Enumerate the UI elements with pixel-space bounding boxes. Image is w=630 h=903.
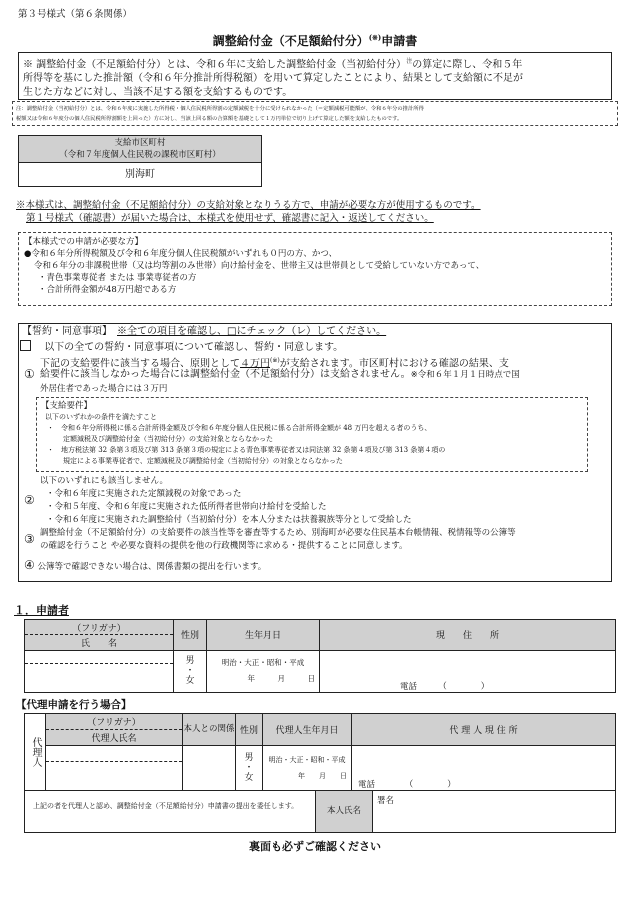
applicant-furigana-label: （フリガナ）: [25, 620, 174, 635]
requirements-line-1: 以下のいずれかの条件を満たすこと: [45, 413, 157, 421]
municipality-header-1: 支給市区町村: [114, 138, 166, 148]
usage-note-2: 第１号様式（確認書）が届いた場合は、本様式を使用せず、確認書に記入・返送してください。: [26, 213, 434, 224]
requirements-line-3: 定額減税及び調整給付金（当初給付分）の支給対象とならなかった: [63, 435, 273, 443]
required-box: [18, 232, 612, 306]
title-mark: (※): [368, 33, 382, 42]
item-number-3: ③: [24, 532, 35, 546]
proxy-gender-field[interactable]: 男 ・ 女: [236, 745, 263, 790]
proxy-relation-label: 本人との関係: [183, 714, 236, 746]
municipality-box: [18, 135, 262, 187]
applicant-address-field[interactable]: [320, 650, 616, 692]
applicant-section-title: １．申請者: [14, 604, 69, 617]
intro-line-3: 生じた方などに対し、当該不足する額を支給するものです。: [23, 87, 293, 99]
principal-name-label: 本人氏名: [315, 791, 373, 832]
applicant-birth-label: 生年月日: [207, 620, 320, 651]
applicant-name-field[interactable]: [25, 664, 174, 693]
required-line-3: ・青色事業専従者 または 事業専従者の方: [38, 273, 197, 283]
intro-box: [18, 52, 612, 100]
applicant-name-label: 氏 名: [25, 635, 174, 650]
pledge-item2-line1: 以下のいずれにも該当しません。: [40, 476, 169, 486]
applicant-eras: 明治・大正・昭和・平成: [221, 658, 305, 668]
pledge-item1-line3: 外居住者であった場合には３万円: [40, 384, 168, 394]
proxy-table: [24, 713, 616, 791]
pledge-item3-line1: 調整給付金（不足額給付分）の支給要件の該当性等を審査等するため、別海町が必要な住民基本台帳情報、税情報等の公簿等: [40, 528, 516, 538]
requirements-heading: 【支給要件】: [41, 401, 93, 411]
principal-name-field[interactable]: [375, 793, 615, 832]
form-number: 第３号様式（第６条関係）: [18, 9, 133, 20]
signature-label: 署名: [377, 796, 395, 806]
applicant-birth-field[interactable]: [207, 650, 320, 692]
item-number-1: ①: [24, 367, 35, 381]
proxy-ymd: 年 月 日: [298, 771, 347, 780]
pledge-item3-line2: の確認を行うこと や必要な資料の提供を他の行政機関等に求める・提供することに同意します。: [40, 541, 408, 551]
note-line-2: 税額又は令和６年度分の個人住民税所得割額を上回った）方に対し、当該上回る額の合算額を基礎として１万円単位で切り上げて算定した額を支給したものです。: [16, 116, 403, 122]
amount: ４万円: [240, 358, 270, 370]
proxy-phone: 電話 （ ）: [358, 780, 456, 790]
proxy-section-title: 【代理申請を行う場合】: [16, 699, 132, 711]
proxy-name-label: 代理人氏名: [46, 729, 183, 745]
requirements-line-2: ・ 令和６年分所得税に係る合計所得金額及び令和６年度分個人住民税に係る合計所得金額が 48 万円を超える者のうち、: [47, 424, 432, 432]
applicant-furigana-field[interactable]: [25, 650, 174, 663]
applicant-gender-label: 性別: [174, 620, 207, 651]
required-line-2: 令和６年分の非課税世帯（又は均等割のみ世帯）向け給付金を、世帯主又は世帯員として受給していない方であって、: [34, 261, 485, 271]
pledge-instruction: ※全ての項目を確認し、□にチェック（レ）してください。: [117, 326, 387, 337]
delegation-text: 上記の者を代理人と認め、調整給付金（不足額給付分）申請書の提出を委任します。: [33, 802, 299, 810]
delegation-box: [24, 790, 616, 833]
proxy-furigana-field[interactable]: [46, 745, 183, 761]
note-box: [12, 101, 618, 126]
pledge-item4: 公簿等で確認できない場合は、関係書類の提出を行います。: [37, 562, 267, 572]
applicant-phone: 電話 （ ）: [400, 682, 490, 692]
proxy-gender-label: 性別: [236, 714, 263, 746]
footer-note: 裏面も必ずご確認ください: [249, 840, 381, 853]
proxy-name-field[interactable]: [46, 761, 183, 790]
pledge-heading-row: [22, 325, 386, 339]
proxy-eras: 明治・大正・昭和・平成: [268, 755, 346, 764]
requirements-line-4: ・ 地方税法第 32 条第３項及び第 313 条第３項の規定による青色事業専従者又は同法第 32 条第４項及び第 313 条第４項の: [47, 446, 446, 454]
intro-line-2: 所得等を基にした推計額（令和６年分推計所得税額）を用いて算定したことにより、結果として支給額に不足が: [23, 73, 523, 85]
title-text: 調整給付金（不足額給付分）: [212, 34, 369, 48]
pledge-item2-line3: ・令和５年度、令和６年度に実施された低所得者世帯向け給付を受給した: [46, 502, 327, 512]
applicant-gender-field[interactable]: 男 ・ 女: [174, 650, 207, 692]
proxy-birth-label: 代理人生年月日: [263, 714, 352, 746]
pledge-heading: 【誓約・同意事項】: [22, 326, 107, 337]
note-line-1: 注：調整給付金（当初給付分）とは、令和６年度に実施した所得税・個人住民税所得割の定額減税を十分に受けられなかった（＝定額減税可能額が、令和６年分の推計所得: [16, 106, 424, 112]
item-number-2: ②: [24, 493, 35, 507]
proxy-side-label: 代理人: [25, 714, 46, 791]
proxy-address-field[interactable]: [352, 745, 616, 790]
pledge-item2-line4: ・令和６年度に実施された調整給付（当初給付分）を本人分または扶養親族等分として受給した: [46, 515, 412, 525]
required-line-4: ・合計所得金額が48万円超である方: [38, 285, 177, 295]
applicant-address-label: 現 住 所: [320, 620, 616, 651]
requirements-box: [36, 397, 588, 472]
municipality-value: 別海町: [125, 169, 155, 180]
pledge-item4-row: [24, 559, 266, 573]
usage-note-1: ※本様式は、調整給付金（不足額給付分）の支給対象となりうる方で、申請が必要な方が使用するものです。: [16, 200, 481, 211]
applicant-ymd: 年 月 日: [247, 674, 315, 684]
municipality-header-2: （令和７年度個人住民税の課税市区町村）: [59, 150, 221, 160]
proxy-relation-field[interactable]: [183, 745, 236, 790]
title-suffix: 申請書: [381, 34, 418, 48]
intro-line-1: ※ 調整給付金（不足額給付分）とは、令和６年に支給した調整給付金（当初給付分）$^注$の算定に際し、令和５年: [23, 58, 523, 71]
requirements-line-5: 規定による事業専従者で、定額減税及び調整給付金（当初給付分）の対象とならなかった: [63, 457, 343, 465]
pledge-all-row: [20, 340, 343, 355]
page-title: [0, 32, 630, 49]
pledge-checkbox-label: 以下の全ての誓約・同意事項について確認し、誓約・同意します。: [44, 342, 344, 353]
item-number-4: ④: [24, 558, 35, 572]
required-heading: 【本様式での申請が必要な方】: [24, 237, 144, 247]
applicant-table: [24, 619, 616, 693]
proxy-furigana-label: （フリガナ）: [46, 714, 183, 730]
pledge-checkbox[interactable]: [20, 340, 31, 351]
required-line-1: ●令和６年分所得税額及び令和６年度分個人住民税額がいずれも０円の方、かつ、: [24, 249, 338, 259]
municipality-header: [19, 136, 261, 163]
pledge-item1-line1: 下記の支給要件に該当する場合、原則として４万円(※)が支給されます。市区町村における確認の結果、支: [40, 357, 509, 370]
proxy-address-label: 代 理 人 現 住 所: [352, 714, 616, 746]
proxy-birth-field[interactable]: [263, 745, 352, 790]
pledge-item2-line2: ・令和６年度に実施された定額減税の対象であった: [46, 489, 242, 499]
pledge-item1-line2: 給要件に該当しなかった場合には調整給付金（不足額給付分）は支給されません。※令和６年１月１日時点で国: [40, 369, 520, 380]
